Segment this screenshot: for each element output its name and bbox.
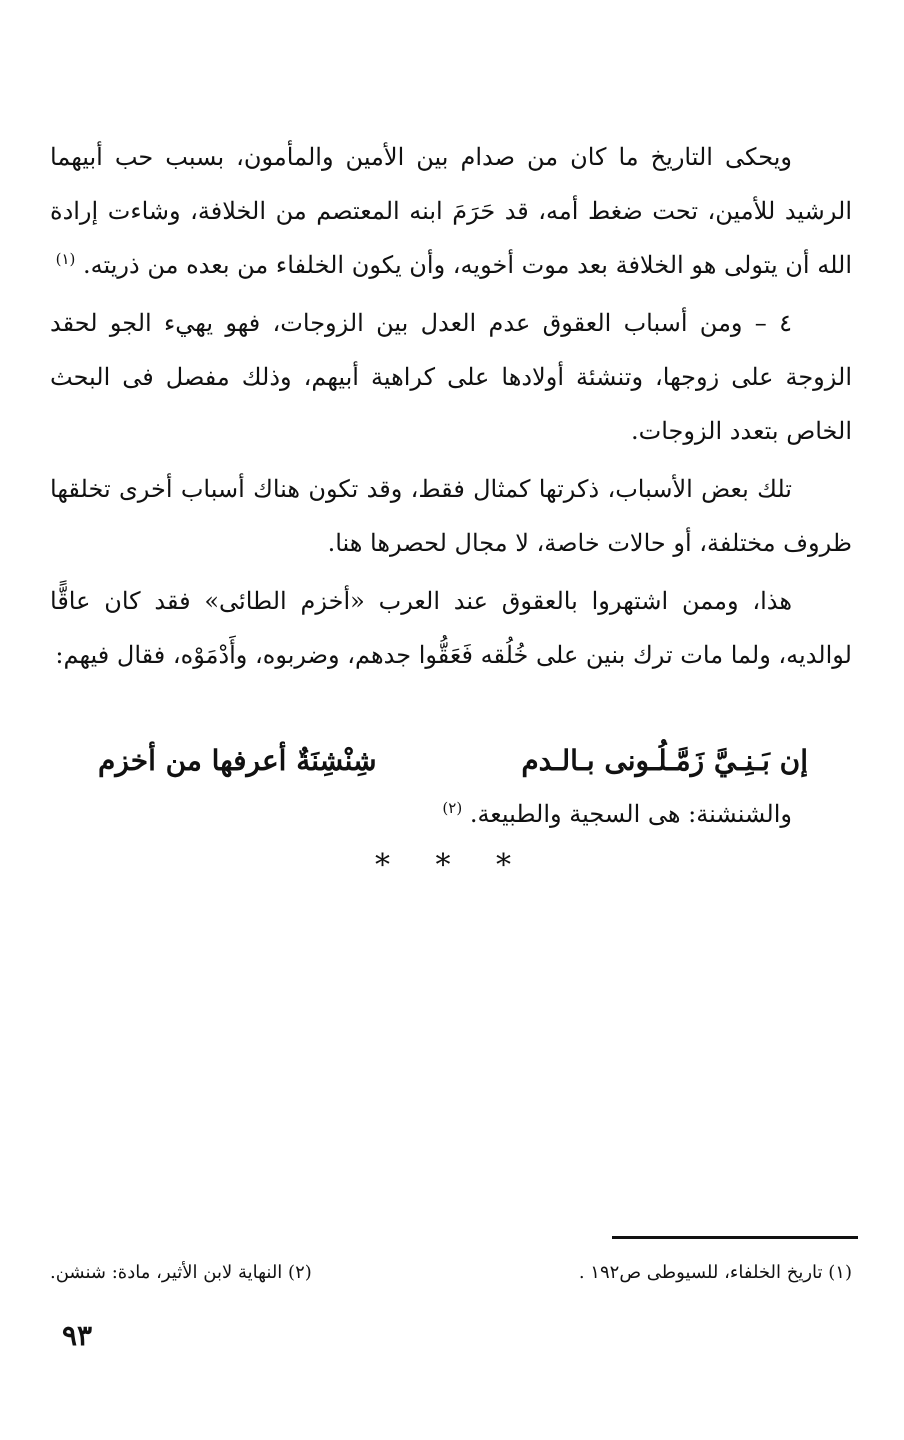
footnote-2: (٢) النهاية لابن الأثير، مادة: شنشن. [50,1262,312,1283]
footnote-divider [612,1236,858,1239]
verse-first-hemistich: إن بَـنِـيَّ زَمَّـلُـونى بـالـدم [521,744,808,777]
footnote-1: (١) تاريخ الخلفاء، للسيوطى ص١٩٢ . [578,1262,852,1283]
paragraph-history [50,130,852,292]
paragraph-text: ويحكى التاريخ ما كان من صدام بين الأمين والمأمون، بسبب حب أبيهما الرشيد للأمين، تحت ضغط أمه، قد حَرَمَ ابنه المعتصم من الخلافة، وشاءت إرادة الله أن يتولى هو الخلافة بعد موت أخويه، وأن يكون الخلفاء من بعده من ذريته. [50,143,852,279]
paragraph-causes [50,462,852,570]
paragraph-text: تلك بعض الأسباب، ذكرتها كمثال فقط، وقد تكون هناك أسباب أخرى تخلقها ظروف مختلفة، أو حالات خاصة، لا مجال لحصرها هنا. [50,475,852,557]
footnote-reference: (٢) [442,799,463,817]
footnotes [50,1258,852,1288]
verse-explanation-text: والشنشنة: هى السجية والطبيعة. [469,800,792,828]
paragraph-akhzam [50,574,852,682]
paragraph-wives [50,296,852,458]
section-separator: * * * [374,848,530,883]
main-text [50,130,852,686]
poetry-verse [98,736,808,786]
footnote-reference: (١) [55,250,76,268]
verse-explanation [442,794,792,834]
page-number: ٩٣ [62,1319,93,1352]
paragraph-text: هذا، وممن اشتهروا بالعقوق عند العرب «أخزم الطائى» فقد كان عاقًّا لوالديه، ولما مات ترك بنين على خُلُقه فَعَقُّوا جدهم، وضربوه، وأَدْمَوْه، فقال فيهم: [50,587,852,669]
verse-second-hemistich: شِنْشِنَةٌ أعرفها من أخزم [98,744,377,777]
paragraph-text: ٤ – ومن أسباب العقوق عدم العدل بين الزوجات، فهو يهيء الجو لحقد الزوجة على زوجها، وتنشئة أولادها على كراهية أبيهم، وذلك مفصل فى البحث الخاص بتعدد الزوجات. [50,309,852,445]
